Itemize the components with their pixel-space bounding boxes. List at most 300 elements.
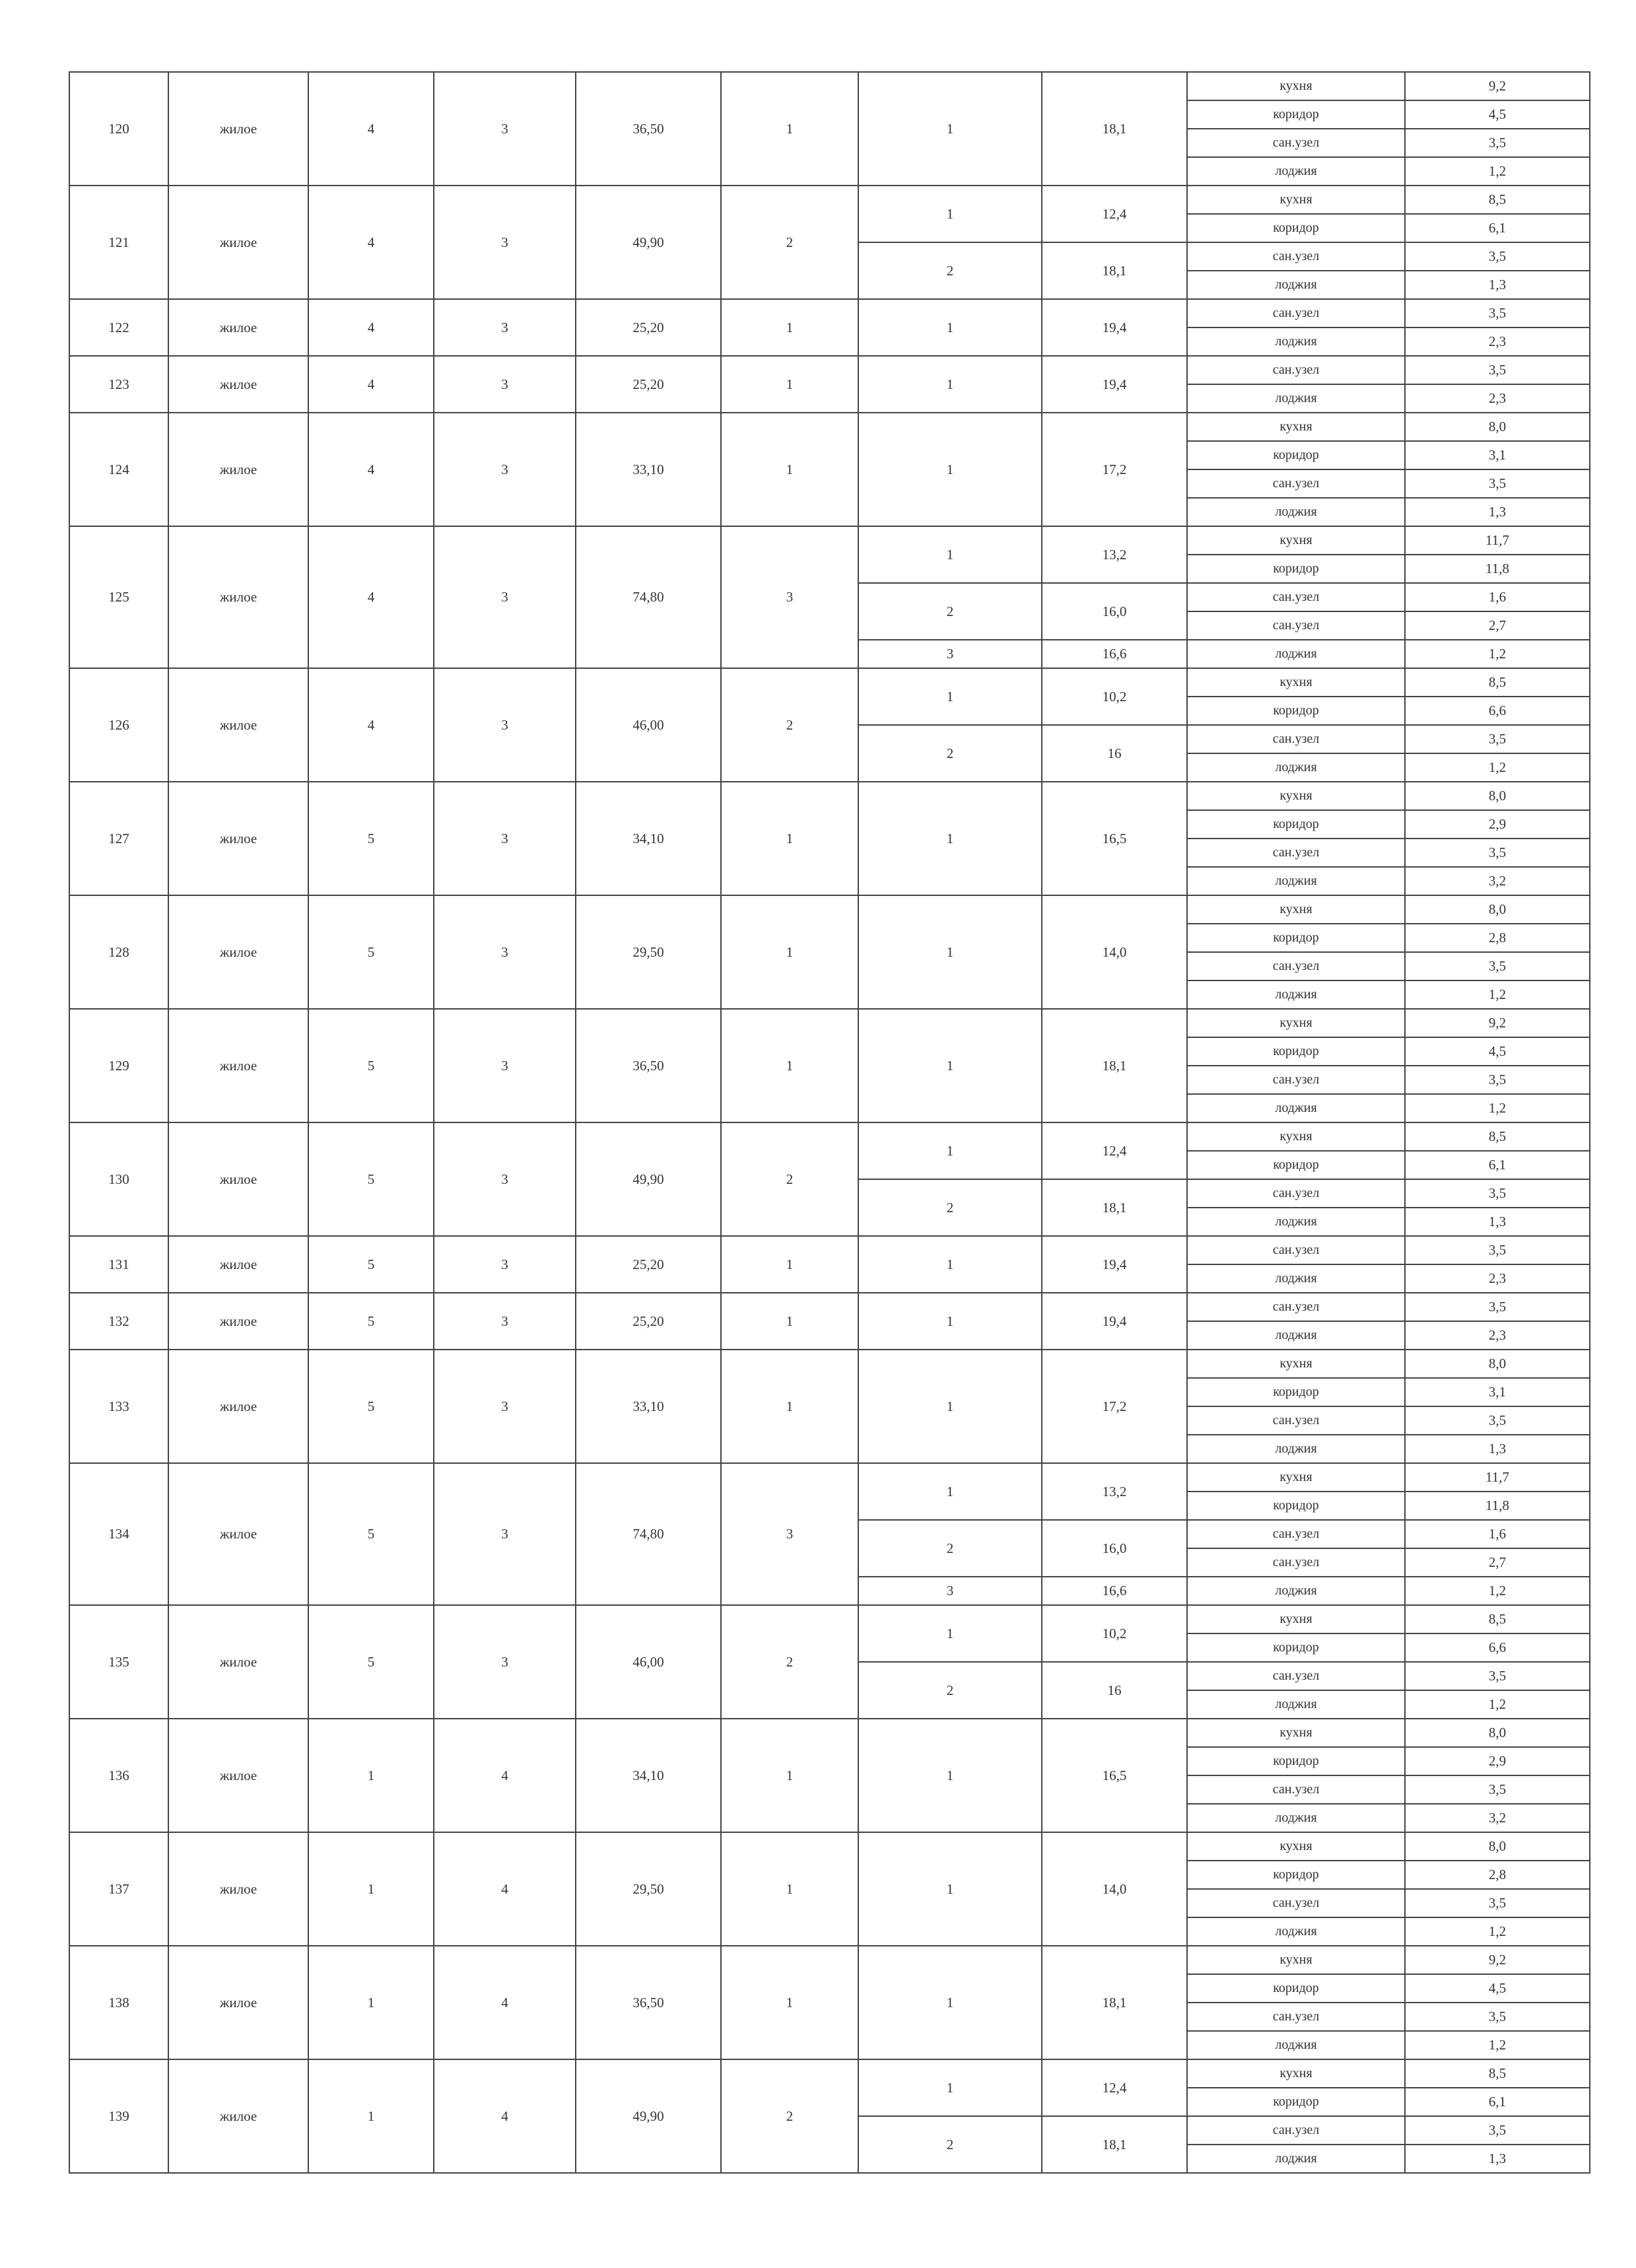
rooms-count-cell: 2 [721, 2059, 858, 2173]
auxiliary-room-name-cell: лоджия [1187, 1094, 1405, 1122]
auxiliary-room-name-cell: сан.узел [1187, 2003, 1405, 2031]
room-number-cell: 1 [858, 1009, 1042, 1122]
section-cell: 3 [434, 299, 576, 356]
section-cell: 4 [434, 2059, 576, 2173]
total-area-cell: 46,00 [576, 668, 721, 782]
room-area-cell: 18,1 [1042, 72, 1187, 186]
room-number-cell: 2 [858, 242, 1042, 299]
auxiliary-room-area-cell: 3,5 [1405, 1775, 1590, 1804]
room-number-cell: 1 [858, 668, 1042, 725]
section-cell: 3 [434, 1293, 576, 1350]
auxiliary-room-area-cell: 1,2 [1405, 640, 1590, 668]
auxiliary-room-name-cell: кухня [1187, 895, 1405, 924]
floor-cell: 1 [308, 1832, 434, 1946]
auxiliary-room-area-cell: 9,2 [1405, 1009, 1590, 1037]
section-cell: 3 [434, 1463, 576, 1605]
room-number-cell: 2 [858, 1179, 1042, 1236]
auxiliary-room-area-cell: 1,6 [1405, 583, 1590, 611]
rooms-count-cell: 1 [721, 1293, 858, 1350]
auxiliary-room-name-cell: коридор [1187, 441, 1405, 469]
auxiliary-room-name-cell: кухня [1187, 1009, 1405, 1037]
total-area-cell: 34,10 [576, 1719, 721, 1832]
room-number-cell: 1 [858, 1236, 1042, 1293]
room-area-cell: 18,1 [1042, 2116, 1187, 2173]
auxiliary-room-area-cell: 4,5 [1405, 1037, 1590, 1066]
floor-cell: 4 [308, 413, 434, 526]
auxiliary-room-name-cell: лоджия [1187, 157, 1405, 186]
auxiliary-room-area-cell: 8,5 [1405, 668, 1590, 697]
table-row [69, 186, 1590, 214]
auxiliary-room-area-cell: 3,5 [1405, 1236, 1590, 1264]
auxiliary-room-name-cell: кухня [1187, 1122, 1405, 1151]
auxiliary-room-name-cell: коридор [1187, 100, 1405, 129]
room-area-cell: 18,1 [1042, 242, 1187, 299]
auxiliary-room-area-cell: 3,5 [1405, 1066, 1590, 1094]
auxiliary-room-area-cell: 3,1 [1405, 1378, 1590, 1406]
room-area-cell: 14,0 [1042, 895, 1187, 1009]
auxiliary-room-name-cell: лоджия [1187, 2145, 1405, 2173]
floor-cell: 1 [308, 1719, 434, 1832]
apartment-type-cell: жилое [168, 526, 308, 668]
rooms-count-cell: 1 [721, 356, 858, 413]
room-area-cell: 12,4 [1042, 186, 1187, 242]
floor-cell: 4 [308, 668, 434, 782]
table-row [69, 1236, 1590, 1264]
room-number-cell: 1 [858, 1122, 1042, 1179]
apartment-number-cell: 133 [69, 1350, 168, 1463]
apartment-type-cell: жилое [168, 299, 308, 356]
auxiliary-room-name-cell: лоджия [1187, 2031, 1405, 2059]
apartment-number-cell: 120 [69, 72, 168, 186]
room-area-cell: 16,0 [1042, 1520, 1187, 1577]
section-cell: 3 [434, 782, 576, 895]
apartment-type-cell: жилое [168, 1463, 308, 1605]
apartment-number-cell: 126 [69, 668, 168, 782]
room-number-cell: 2 [858, 725, 1042, 782]
auxiliary-room-name-cell: кухня [1187, 1605, 1405, 1633]
auxiliary-room-area-cell: 9,2 [1405, 1946, 1590, 1974]
auxiliary-room-area-cell: 2,3 [1405, 327, 1590, 356]
room-number-cell: 1 [858, 895, 1042, 1009]
floor-cell: 1 [308, 1946, 434, 2059]
floor-cell: 4 [308, 186, 434, 299]
rooms-count-cell: 1 [721, 1236, 858, 1293]
auxiliary-room-area-cell: 1,3 [1405, 1435, 1590, 1463]
auxiliary-room-name-cell: лоджия [1187, 753, 1405, 782]
auxiliary-room-name-cell: коридор [1187, 810, 1405, 839]
room-number-cell: 1 [858, 1832, 1042, 1946]
section-cell: 3 [434, 186, 576, 299]
room-area-cell: 19,4 [1042, 356, 1187, 413]
auxiliary-room-area-cell: 2,3 [1405, 1321, 1590, 1350]
auxiliary-room-area-cell: 9,2 [1405, 72, 1590, 100]
auxiliary-room-area-cell: 3,5 [1405, 2003, 1590, 2031]
section-cell: 3 [434, 1009, 576, 1122]
auxiliary-room-area-cell: 3,5 [1405, 356, 1590, 384]
room-number-cell: 2 [858, 583, 1042, 640]
auxiliary-room-area-cell: 1,2 [1405, 157, 1590, 186]
apartment-number-cell: 136 [69, 1719, 168, 1832]
total-area-cell: 29,50 [576, 1832, 721, 1946]
total-area-cell: 46,00 [576, 1605, 721, 1719]
auxiliary-room-area-cell: 8,0 [1405, 1350, 1590, 1378]
auxiliary-room-area-cell: 2,8 [1405, 1861, 1590, 1889]
auxiliary-room-name-cell: кухня [1187, 1350, 1405, 1378]
floor-cell: 5 [308, 782, 434, 895]
auxiliary-room-name-cell: лоджия [1187, 980, 1405, 1009]
room-number-cell: 1 [858, 356, 1042, 413]
floor-cell: 4 [308, 72, 434, 186]
auxiliary-room-area-cell: 1,2 [1405, 1577, 1590, 1605]
room-number-cell: 1 [858, 299, 1042, 356]
auxiliary-room-area-cell: 3,5 [1405, 1662, 1590, 1690]
apartment-type-cell: жилое [168, 356, 308, 413]
auxiliary-room-area-cell: 11,8 [1405, 555, 1590, 583]
apartment-number-cell: 121 [69, 186, 168, 299]
rooms-count-cell: 1 [721, 1009, 858, 1122]
auxiliary-room-name-cell: сан.узел [1187, 242, 1405, 271]
rooms-count-cell: 1 [721, 413, 858, 526]
auxiliary-room-area-cell: 6,1 [1405, 2088, 1590, 2116]
auxiliary-room-name-cell: сан.узел [1187, 1406, 1405, 1435]
room-area-cell: 14,0 [1042, 1832, 1187, 1946]
table-row [69, 1719, 1590, 1747]
rooms-count-cell: 2 [721, 1122, 858, 1236]
table-row [69, 526, 1590, 555]
section-cell: 3 [434, 1122, 576, 1236]
room-area-cell: 18,1 [1042, 1179, 1187, 1236]
auxiliary-room-name-cell: кухня [1187, 72, 1405, 100]
table-row [69, 1122, 1590, 1151]
apartment-number-cell: 137 [69, 1832, 168, 1946]
auxiliary-room-area-cell: 6,1 [1405, 1151, 1590, 1179]
auxiliary-room-name-cell: сан.узел [1187, 725, 1405, 753]
room-area-cell: 16,0 [1042, 583, 1187, 640]
apartment-type-cell: жилое [168, 1605, 308, 1719]
auxiliary-room-name-cell: кухня [1187, 526, 1405, 555]
auxiliary-room-name-cell: кухня [1187, 1463, 1405, 1492]
auxiliary-room-area-cell: 1,2 [1405, 1690, 1590, 1719]
room-number-cell: 1 [858, 72, 1042, 186]
floor-cell: 4 [308, 299, 434, 356]
section-cell: 3 [434, 668, 576, 782]
apartment-number-cell: 128 [69, 895, 168, 1009]
apartment-type-cell: жилое [168, 668, 308, 782]
room-number-cell: 1 [858, 186, 1042, 242]
auxiliary-room-name-cell: кухня [1187, 1832, 1405, 1861]
rooms-count-cell: 3 [721, 526, 858, 668]
auxiliary-room-area-cell: 4,5 [1405, 1974, 1590, 2003]
auxiliary-room-name-cell: коридор [1187, 924, 1405, 952]
total-area-cell: 74,80 [576, 1463, 721, 1605]
table-row [69, 782, 1590, 810]
room-area-cell: 19,4 [1042, 299, 1187, 356]
room-area-cell: 16,5 [1042, 1719, 1187, 1832]
auxiliary-room-area-cell: 3,1 [1405, 441, 1590, 469]
auxiliary-room-name-cell: коридор [1187, 1037, 1405, 1066]
auxiliary-room-name-cell: коридор [1187, 2088, 1405, 2116]
auxiliary-room-area-cell: 2,9 [1405, 810, 1590, 839]
apartment-number-cell: 124 [69, 413, 168, 526]
auxiliary-room-name-cell: кухня [1187, 782, 1405, 810]
room-area-cell: 19,4 [1042, 1293, 1187, 1350]
auxiliary-room-name-cell: лоджия [1187, 1321, 1405, 1350]
table-body [69, 72, 1590, 2173]
auxiliary-room-name-cell: сан.узел [1187, 1889, 1405, 1917]
total-area-cell: 25,20 [576, 299, 721, 356]
auxiliary-room-area-cell: 3,5 [1405, 242, 1590, 271]
total-area-cell: 49,90 [576, 2059, 721, 2173]
room-number-cell: 1 [858, 1719, 1042, 1832]
auxiliary-room-name-cell: коридор [1187, 1378, 1405, 1406]
apartment-type-cell: жилое [168, 72, 308, 186]
auxiliary-room-name-cell: сан.узел [1187, 2116, 1405, 2145]
auxiliary-room-area-cell: 3,5 [1405, 2116, 1590, 2145]
apartment-type-cell: жилое [168, 1122, 308, 1236]
apartment-type-cell: жилое [168, 1009, 308, 1122]
total-area-cell: 49,90 [576, 1122, 721, 1236]
auxiliary-room-name-cell: лоджия [1187, 1917, 1405, 1946]
room-area-cell: 17,2 [1042, 413, 1187, 526]
auxiliary-room-name-cell: лоджия [1187, 1435, 1405, 1463]
section-cell: 4 [434, 1832, 576, 1946]
auxiliary-room-area-cell: 1,2 [1405, 1917, 1590, 1946]
rooms-count-cell: 1 [721, 1832, 858, 1946]
apartment-type-cell: жилое [168, 186, 308, 299]
auxiliary-room-area-cell: 11,7 [1405, 526, 1590, 555]
auxiliary-room-area-cell: 8,5 [1405, 2059, 1590, 2088]
table-row [69, 1832, 1590, 1861]
table-row [69, 2059, 1590, 2088]
apartment-number-cell: 129 [69, 1009, 168, 1122]
auxiliary-room-name-cell: сан.узел [1187, 583, 1405, 611]
room-area-cell: 13,2 [1042, 526, 1187, 583]
total-area-cell: 49,90 [576, 186, 721, 299]
auxiliary-room-name-cell: сан.узел [1187, 952, 1405, 980]
room-number-cell: 1 [858, 782, 1042, 895]
auxiliary-room-area-cell: 3,5 [1405, 952, 1590, 980]
auxiliary-room-area-cell: 3,2 [1405, 1804, 1590, 1832]
auxiliary-room-name-cell: кухня [1187, 668, 1405, 697]
room-number-cell: 3 [858, 640, 1042, 668]
auxiliary-room-area-cell: 3,5 [1405, 299, 1590, 327]
rooms-count-cell: 1 [721, 299, 858, 356]
total-area-cell: 36,50 [576, 1009, 721, 1122]
room-number-cell: 1 [858, 526, 1042, 583]
auxiliary-room-area-cell: 1,6 [1405, 1520, 1590, 1548]
floor-cell: 5 [308, 1293, 434, 1350]
total-area-cell: 34,10 [576, 782, 721, 895]
apartment-number-cell: 132 [69, 1293, 168, 1350]
table-row [69, 72, 1590, 100]
auxiliary-room-name-cell: сан.узел [1187, 1520, 1405, 1548]
apartment-type-cell: жилое [168, 2059, 308, 2173]
auxiliary-room-area-cell: 8,0 [1405, 895, 1590, 924]
auxiliary-room-name-cell: сан.узел [1187, 1548, 1405, 1577]
rooms-count-cell: 2 [721, 668, 858, 782]
auxiliary-room-name-cell: кухня [1187, 413, 1405, 441]
room-number-cell: 2 [858, 2116, 1042, 2173]
table-row [69, 1946, 1590, 1974]
apartment-number-cell: 138 [69, 1946, 168, 2059]
room-number-cell: 1 [858, 1293, 1042, 1350]
auxiliary-room-name-cell: коридор [1187, 214, 1405, 242]
auxiliary-room-area-cell: 6,1 [1405, 214, 1590, 242]
auxiliary-room-name-cell: коридор [1187, 1747, 1405, 1775]
auxiliary-room-name-cell: кухня [1187, 186, 1405, 214]
auxiliary-room-name-cell: сан.узел [1187, 1179, 1405, 1208]
room-number-cell: 1 [858, 1350, 1042, 1463]
apartment-number-cell: 123 [69, 356, 168, 413]
total-area-cell: 25,20 [576, 356, 721, 413]
auxiliary-room-area-cell: 3,5 [1405, 1293, 1590, 1321]
auxiliary-room-name-cell: лоджия [1187, 327, 1405, 356]
auxiliary-room-name-cell: лоджия [1187, 1577, 1405, 1605]
room-number-cell: 1 [858, 413, 1042, 526]
apartment-type-cell: жилое [168, 413, 308, 526]
table-row [69, 1293, 1590, 1321]
auxiliary-room-area-cell: 2,3 [1405, 1264, 1590, 1293]
auxiliary-room-area-cell: 1,3 [1405, 271, 1590, 299]
room-number-cell: 1 [858, 1463, 1042, 1520]
table-row [69, 1605, 1590, 1633]
total-area-cell: 25,20 [576, 1293, 721, 1350]
room-area-cell: 19,4 [1042, 1236, 1187, 1293]
auxiliary-room-area-cell: 8,0 [1405, 782, 1590, 810]
auxiliary-room-name-cell: лоджия [1187, 1804, 1405, 1832]
auxiliary-room-name-cell: коридор [1187, 1974, 1405, 2003]
floor-cell: 4 [308, 356, 434, 413]
auxiliary-room-name-cell: коридор [1187, 555, 1405, 583]
room-number-cell: 1 [858, 1946, 1042, 2059]
room-number-cell: 1 [858, 2059, 1042, 2116]
apartment-type-cell: жилое [168, 1350, 308, 1463]
auxiliary-room-name-cell: сан.узел [1187, 129, 1405, 157]
floor-cell: 4 [308, 526, 434, 668]
apartment-type-cell: жилое [168, 1719, 308, 1832]
rooms-count-cell: 1 [721, 1350, 858, 1463]
auxiliary-room-area-cell: 8,0 [1405, 413, 1590, 441]
auxiliary-room-name-cell: кухня [1187, 1719, 1405, 1747]
auxiliary-room-area-cell: 6,6 [1405, 697, 1590, 725]
auxiliary-room-name-cell: сан.узел [1187, 469, 1405, 498]
total-area-cell: 25,20 [576, 1236, 721, 1293]
auxiliary-room-area-cell: 1,2 [1405, 1094, 1590, 1122]
floor-cell: 5 [308, 1350, 434, 1463]
apartment-number-cell: 127 [69, 782, 168, 895]
auxiliary-room-area-cell: 8,5 [1405, 186, 1590, 214]
rooms-count-cell: 2 [721, 186, 858, 299]
section-cell: 3 [434, 1236, 576, 1293]
auxiliary-room-area-cell: 8,5 [1405, 1122, 1590, 1151]
auxiliary-room-area-cell: 3,2 [1405, 867, 1590, 895]
auxiliary-room-name-cell: сан.узел [1187, 1775, 1405, 1804]
section-cell: 3 [434, 356, 576, 413]
auxiliary-room-name-cell: коридор [1187, 1633, 1405, 1662]
total-area-cell: 36,50 [576, 72, 721, 186]
total-area-cell: 33,10 [576, 413, 721, 526]
room-area-cell: 12,4 [1042, 2059, 1187, 2116]
apartment-number-cell: 139 [69, 2059, 168, 2173]
auxiliary-room-name-cell: сан.узел [1187, 1662, 1405, 1690]
section-cell: 3 [434, 895, 576, 1009]
auxiliary-room-area-cell: 3,5 [1405, 1179, 1590, 1208]
apartment-type-cell: жилое [168, 895, 308, 1009]
auxiliary-room-name-cell: сан.узел [1187, 299, 1405, 327]
room-number-cell: 1 [858, 1605, 1042, 1662]
rooms-count-cell: 1 [721, 895, 858, 1009]
auxiliary-room-name-cell: сан.узел [1187, 611, 1405, 640]
section-cell: 3 [434, 72, 576, 186]
room-area-cell: 13,2 [1042, 1463, 1187, 1520]
auxiliary-room-area-cell: 6,6 [1405, 1633, 1590, 1662]
auxiliary-room-name-cell: лоджия [1187, 384, 1405, 413]
auxiliary-room-area-cell: 11,8 [1405, 1492, 1590, 1520]
auxiliary-room-area-cell: 8,5 [1405, 1605, 1590, 1633]
rooms-count-cell: 1 [721, 72, 858, 186]
auxiliary-room-area-cell: 11,7 [1405, 1463, 1590, 1492]
room-number-cell: 2 [858, 1662, 1042, 1719]
rooms-count-cell: 1 [721, 782, 858, 895]
apartment-type-cell: жилое [168, 1293, 308, 1350]
room-area-cell: 16,6 [1042, 1577, 1187, 1605]
floor-cell: 5 [308, 1122, 434, 1236]
auxiliary-room-name-cell: коридор [1187, 1151, 1405, 1179]
table-row [69, 1463, 1590, 1492]
room-area-cell: 17,2 [1042, 1350, 1187, 1463]
auxiliary-room-area-cell: 3,5 [1405, 839, 1590, 867]
room-number-cell: 2 [858, 1520, 1042, 1577]
apartment-number-cell: 130 [69, 1122, 168, 1236]
apartment-number-cell: 131 [69, 1236, 168, 1293]
total-area-cell: 33,10 [576, 1350, 721, 1463]
auxiliary-room-area-cell: 1,2 [1405, 980, 1590, 1009]
auxiliary-room-area-cell: 3,5 [1405, 1889, 1590, 1917]
room-area-cell: 10,2 [1042, 668, 1187, 725]
section-cell: 4 [434, 1719, 576, 1832]
apartment-type-cell: жилое [168, 1946, 308, 2059]
auxiliary-room-area-cell: 3,5 [1405, 1406, 1590, 1435]
auxiliary-room-name-cell: сан.узел [1187, 1293, 1405, 1321]
auxiliary-room-name-cell: сан.узел [1187, 839, 1405, 867]
room-area-cell: 12,4 [1042, 1122, 1187, 1179]
table-row [69, 1350, 1590, 1378]
auxiliary-room-name-cell: сан.узел [1187, 356, 1405, 384]
table-row [69, 895, 1590, 924]
auxiliary-room-name-cell: лоджия [1187, 867, 1405, 895]
auxiliary-room-name-cell: лоджия [1187, 271, 1405, 299]
auxiliary-room-name-cell: коридор [1187, 697, 1405, 725]
auxiliary-room-name-cell: коридор [1187, 1861, 1405, 1889]
section-cell: 3 [434, 526, 576, 668]
table-row [69, 1009, 1590, 1037]
auxiliary-room-name-cell: сан.узел [1187, 1236, 1405, 1264]
table-row [69, 299, 1590, 327]
auxiliary-room-name-cell: кухня [1187, 2059, 1405, 2088]
auxiliary-room-name-cell: сан.узел [1187, 1066, 1405, 1094]
room-area-cell: 18,1 [1042, 1009, 1187, 1122]
section-cell: 3 [434, 1350, 576, 1463]
auxiliary-room-area-cell: 3,5 [1405, 725, 1590, 753]
auxiliary-room-name-cell: лоджия [1187, 1264, 1405, 1293]
floor-cell: 5 [308, 895, 434, 1009]
auxiliary-room-name-cell: кухня [1187, 1946, 1405, 1974]
auxiliary-room-area-cell: 2,7 [1405, 1548, 1590, 1577]
room-area-cell: 10,2 [1042, 1605, 1187, 1662]
apartment-type-cell: жилое [168, 782, 308, 895]
room-area-cell: 16 [1042, 725, 1187, 782]
rooms-count-cell: 1 [721, 1719, 858, 1832]
